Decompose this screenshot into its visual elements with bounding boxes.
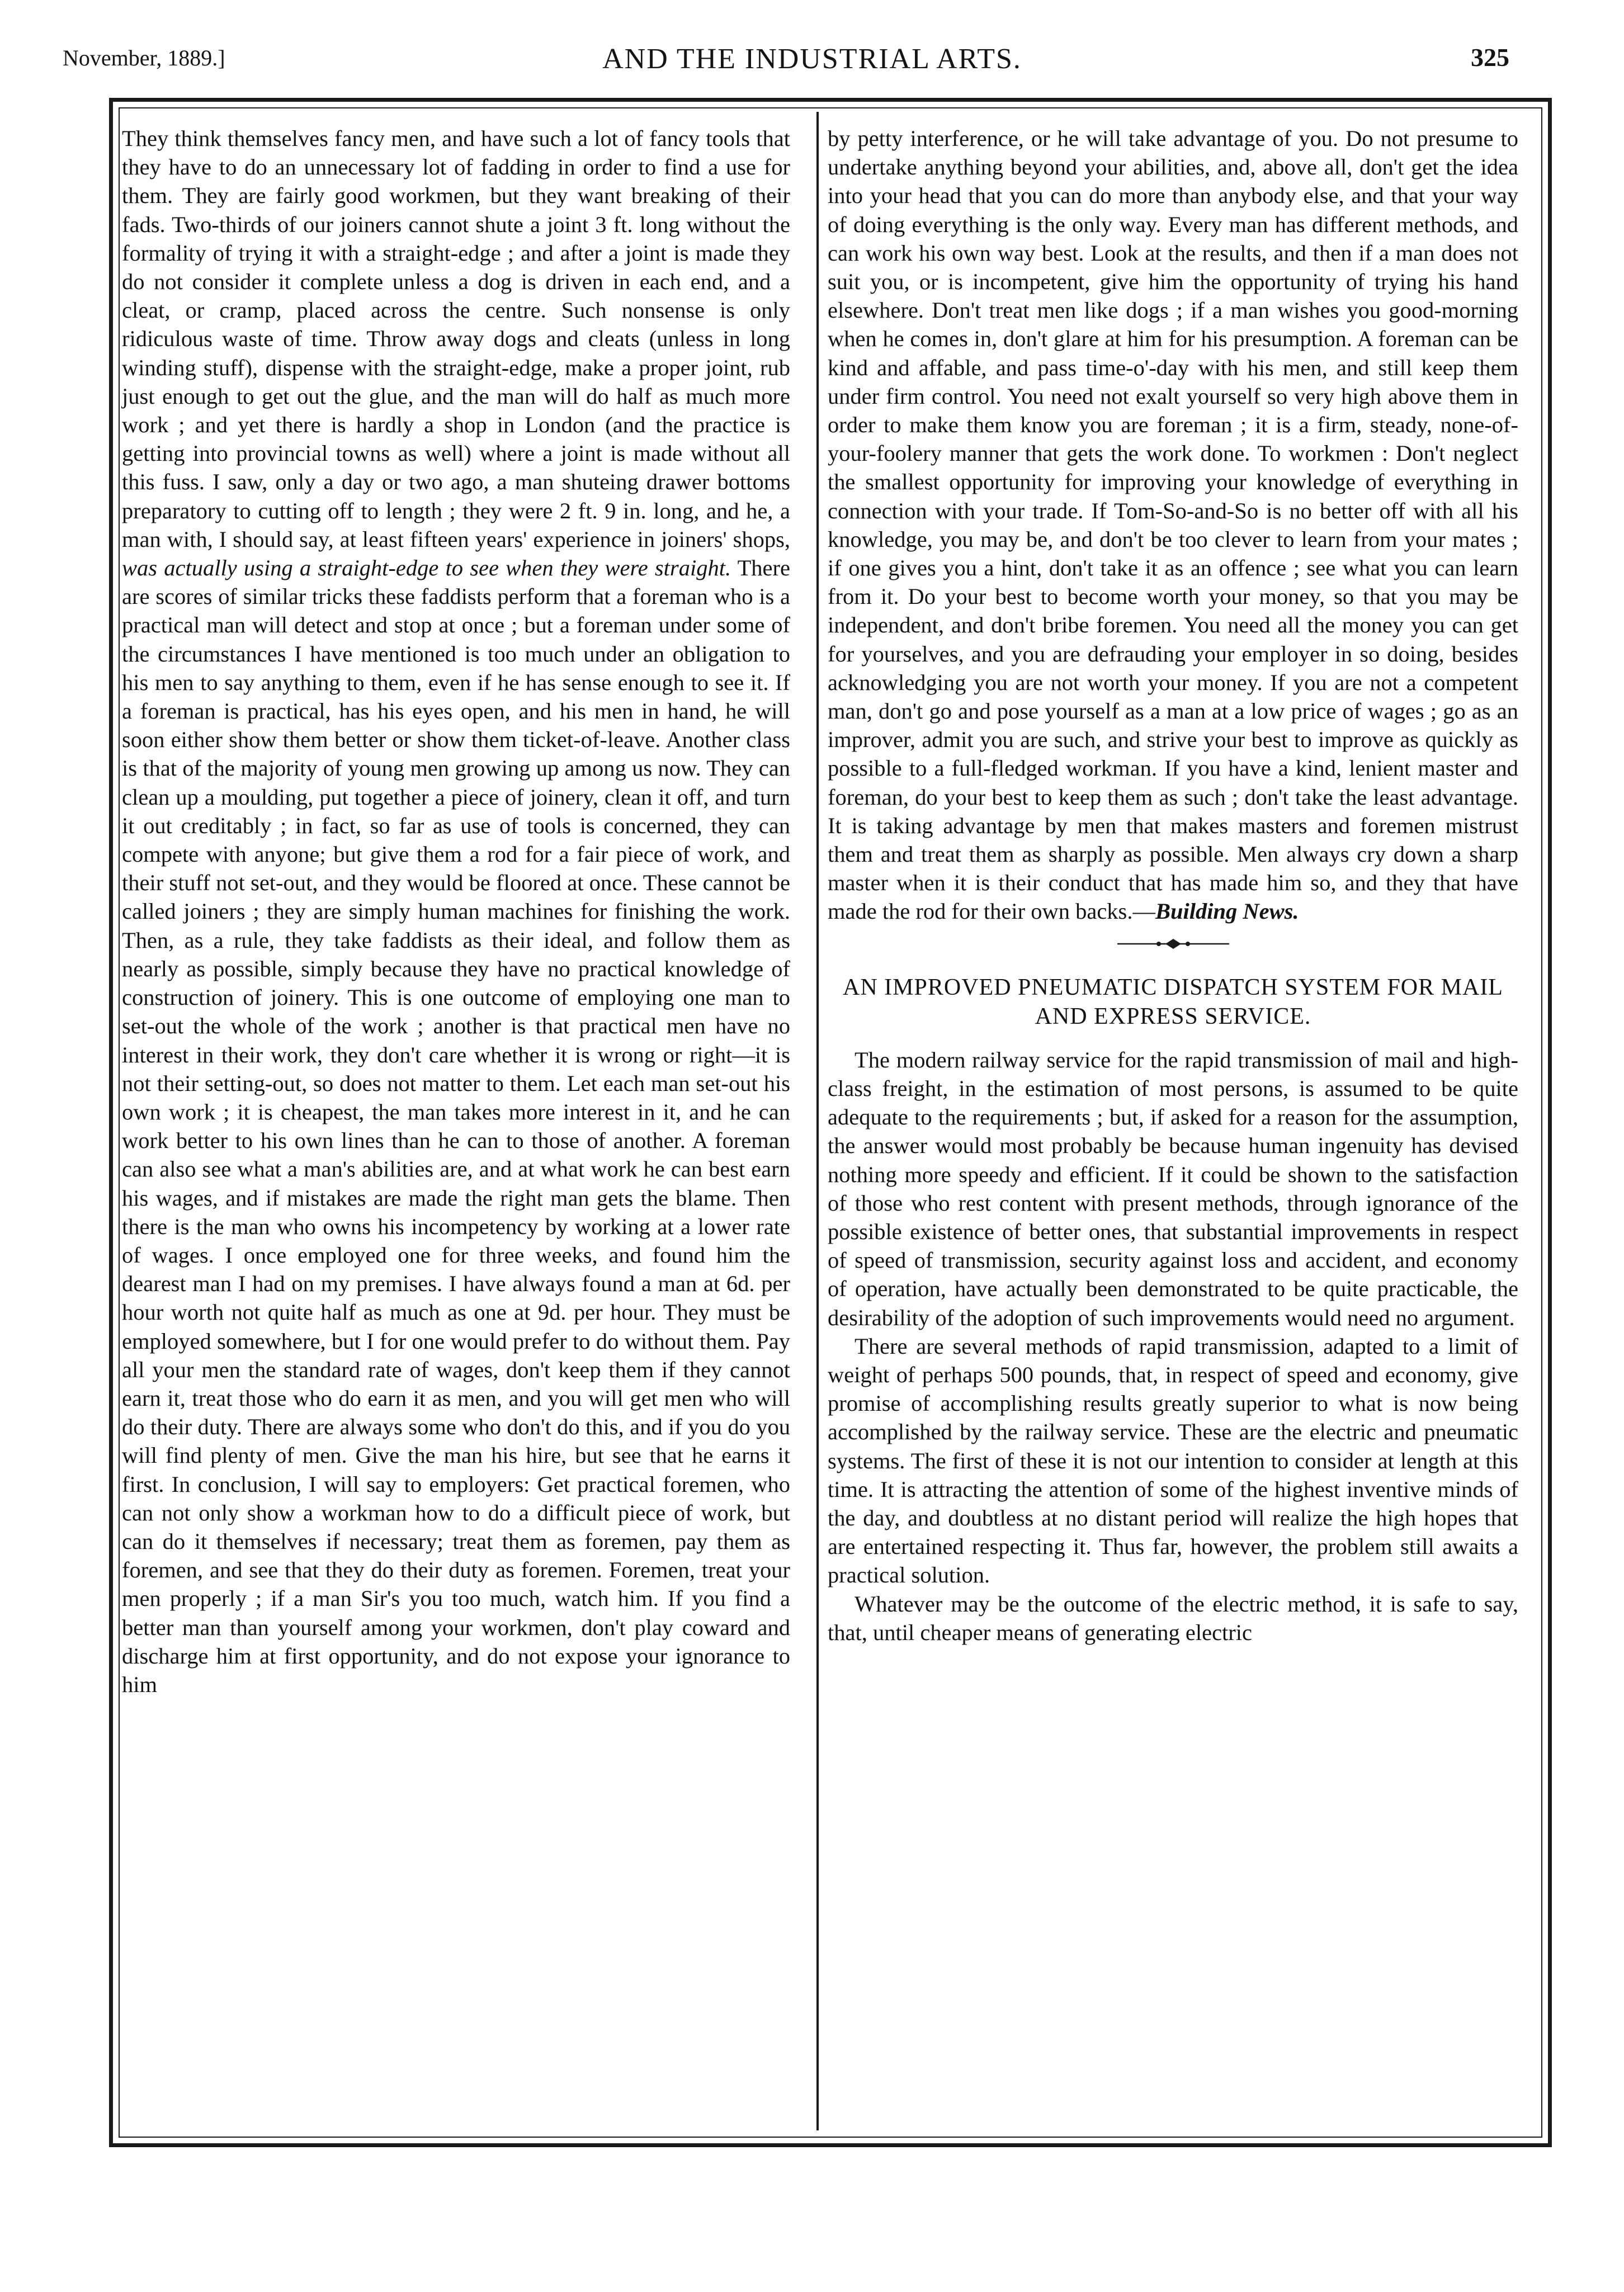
article-paragraph-2: There are several methods of rapid transmission, adapted to a limit of weight of perhaps 500 pounds, that, in respect of speed and economy, give promise of accomplishing results greatly superior to what is now being accomplished by the railway service. These are the electric and pneumatic systems. The first of these it is not our intention to consider at length at this time. It is attracting the attention of some of the highest inventive minds of the day, and doubtless at no distant period will realize the high hopes that are entertained respecting it. Thus far, however, the problem still awaits a practical solution. <box>828 1333 1518 1588</box>
running-head <box>0 0 1624 84</box>
source-citation: Building News. <box>1155 899 1299 924</box>
journal-running-title: AND THE INDUSTRIAL ARTS. <box>602 43 1022 75</box>
ornament-rule-icon <box>1117 937 1229 951</box>
article-paragraph-3: Whatever may be the outcome of the electric method, it is safe to say, that, until cheaper means of generating electric <box>828 1591 1518 1645</box>
body-text: They think themselves fancy men, and have such a lot of fancy tools that they have to do an unnecessary lot of fadding in order to find a use for them. They are fairly good workmen, but they want breaking of their fads. Two-thirds of our joiners cannot shute a joint 3 ft. long without the formality of trying it with a straight-edge ; and after a joint is made they do not consider it complete unless a dog is driven in each end, and a cleat, or cramp, placed across the centre. Such nonsense is only ridiculous waste of time. Throw away dogs and cleats (unless in long winding stuff), dispense with the straight-edge, make a proper joint, rub just enough to get out the glue, and the man will do half as much more work ; and yet there is hardly a shop in London (and the practice is getting into provincial towns as well) where a joint is made without all this fuss. I saw, only a day or two ago, a man shuteing drawer bottoms preparatory to cutting off to length ; they were 2 ft. 9 in. long, and he, a man with, I should say, at least fifteen years' experience in joiners' shops, <box>122 126 790 552</box>
emphasized-text: was actually using a straight-edge to see when they were straight. <box>122 555 731 581</box>
column-divider <box>816 112 819 2130</box>
article-continuation-paragraph <box>122 124 790 1699</box>
article-continuation-paragraph <box>828 124 1518 926</box>
right-column <box>828 124 1518 1647</box>
issue-date: November, 1889.] <box>63 45 225 70</box>
body-text: There are scores of similar tricks these faddists perform that a foreman who is a practical man will detect and stop at once ; but a foreman under some of the circumstances I have mentioned is too much under an obligation to his men to say anything to them, even if he has sense enough to see it. If a foreman is practical, has his eyes open, and his men in hand, he will soon either show them better or show them ticket-of-leave. Another class is that of the majority of young men growing up among us now. They can clean up a moulding, put together a piece of joinery, clean it off, and turn it out creditably ; in fact, so far as use of tools is concerned, they can compete with anyone; but give them a rod for a fair piece of work, and their stuff not set-out, and they would be floored at once. These cannot be called joiners ; they are simply human machines for finishing the work. Then, as a rule, they take faddists as their ideal, and follow them as nearly as possible, simply because they have no practical knowledge of construction of joinery. This is one outcome of employing one man to set-out the whole of the work ; another is that practical men have no interest in their work, they don't care whether it is wrong or right—it is not their setting-out, so does not matter to them. Let each man set-out his own work ; it is cheapest, the man takes more interest in it, and he can work better to his own lines than he can to those of another. A foreman can also see what a man's abilities are, and at what work he can best earn his wages, and if mistakes are made the right man gets the blame. Then there is the man who owns his incompetency by working at a lower rate of wages. I once employed one for three weeks, and found him the dearest man I had on my premises. I have always found a man at 6d. per hour worth not quite half as much as one at 9d. per hour. They must be employed somewhere, but I for one would prefer to do without them. Pay all your men the standard rate of wages, don't keep them if they cannot earn it, treat those who do earn it as men, and you will get men who will do their duty. There are always some who don't do this, and if you do you will find plenty of men. Give the man his hire, but see that he earns it first. In conclusion, I will say to employers: Get practical foremen, who can not only show a workman how to do a difficult piece of work, but can do it themselves if necessary; treat them as foremen, pay them as foremen, and see that they do their duty as foremen. Foremen, treat your men properly ; if a man Sir's you too much, watch him. If you find a better man than yourself among your workmen, don't play coward and discharge him at first opportunity, and do not expose your ignorance to him <box>122 555 790 1697</box>
body-text: by petty interference, or he will take advantage of you. Do not presume to undertake anything beyond your abilities, and, above all, don't get the idea into your head that you can do more than anybody else, and that your way of doing everything is the only way. Every man has different methods, and can work his own way best. Look at the results, and then if a man does not suit you, or is incompetent, give him the opportunity of trying his hand elsewhere. Don't treat men like dogs ; if a man wishes you good-morning when he comes in, don't glare at him for his presumption. A foreman can be kind and affable, and pass time-o'-day with his men, and still keep them under firm control. You need not exalt yourself so very high above them in order to make them know you are foreman ; it is a firm, steady, none-of-your-foolery manner that gets the work done. To workmen : Don't neglect the smallest opportunity for improving your knowledge of everything in connection with your trade. If Tom-So-and-So is no better off with all his knowledge, you may be, and don't be too clever to learn from your mates ; if one gives you a hint, don't take it as an offence ; see what you can learn from it. Do your best to become worth your money, so that you may be independent, and don't bribe foremen. You need all the money you can get for yourselves, and you are defrauding your employer in so doing, besides acknowledging you are not worth your money. If you are not a competent man, don't go and pose yourself as a man at a low price of wages ; go as an improver, admit you are such, and strive your best to improve as quickly as possible to a full-fledged workman. If you have a kind, lenient master and foreman, do your best to keep them as such ; don't take the least advantage. It is taking advantage by men that makes masters and foremen mistrust them and treat them as sharply as possible. Men always cry down a sharp master when it is their conduct that has made him so, and they that have made the rod for their own backs.— <box>828 126 1518 924</box>
page-number: 325 <box>1471 43 1509 72</box>
left-column <box>122 124 790 1699</box>
article-heading: AN IMPROVED PNEUMATIC DISPATCH SYSTEM FOR MAIL AND EXPRESS SERVICE. <box>843 974 1503 1029</box>
article-paragraph-1: The modern railway service for the rapid transmission of mail and high-class freight, in the estimation of most persons, is assumed to be quite adequate to the requirements ; but, if asked for a reason for the assumption, the answer would most probably be because human ingenuity has devised nothing more speedy and efficient. If it could be shown to the satisfaction of those who rest content with present methods, through ignorance of the possible existence of better ones, that substantial improvements in respect of speed of transmission, security against loss and accident, and economy of operation, have actually been demonstrated to be quite practicable, the desirability of the adoption of such improvements would need no argument. <box>828 1047 1518 1330</box>
section-divider-ornament <box>828 926 1518 962</box>
